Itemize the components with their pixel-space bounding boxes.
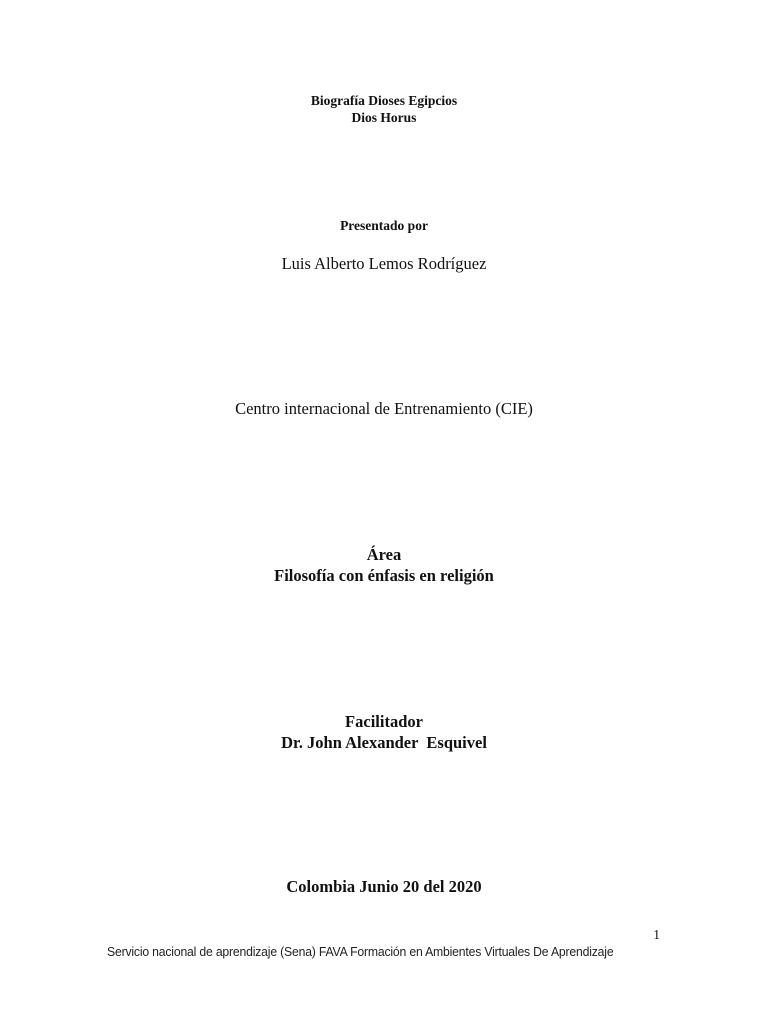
facilitator-name: Dr. John Alexander Esquivel xyxy=(281,733,487,752)
author-name: Luis Alberto Lemos Rodríguez xyxy=(281,254,487,273)
document-date: Colombia Junio 20 del 2020 xyxy=(286,877,482,896)
area-label: Área xyxy=(366,545,402,564)
page-footer: Servicio nacional de aprendizaje (Sena) FAVA Formación en Ambientes Virtuales De Aprendizaje xyxy=(107,944,614,959)
document-subtitle: Dios Horus xyxy=(351,110,417,125)
area-value: Filosofía con énfasis en religión xyxy=(274,566,494,585)
presented-by-label: Presentado por xyxy=(340,218,428,233)
document-title: Biografía Dioses Egipcios xyxy=(310,93,458,108)
page-number: 1 xyxy=(653,927,660,942)
facilitator-label: Facilitador xyxy=(345,712,423,731)
institution-name: Centro internacional de Entrenamiento (CIE) xyxy=(235,399,533,418)
